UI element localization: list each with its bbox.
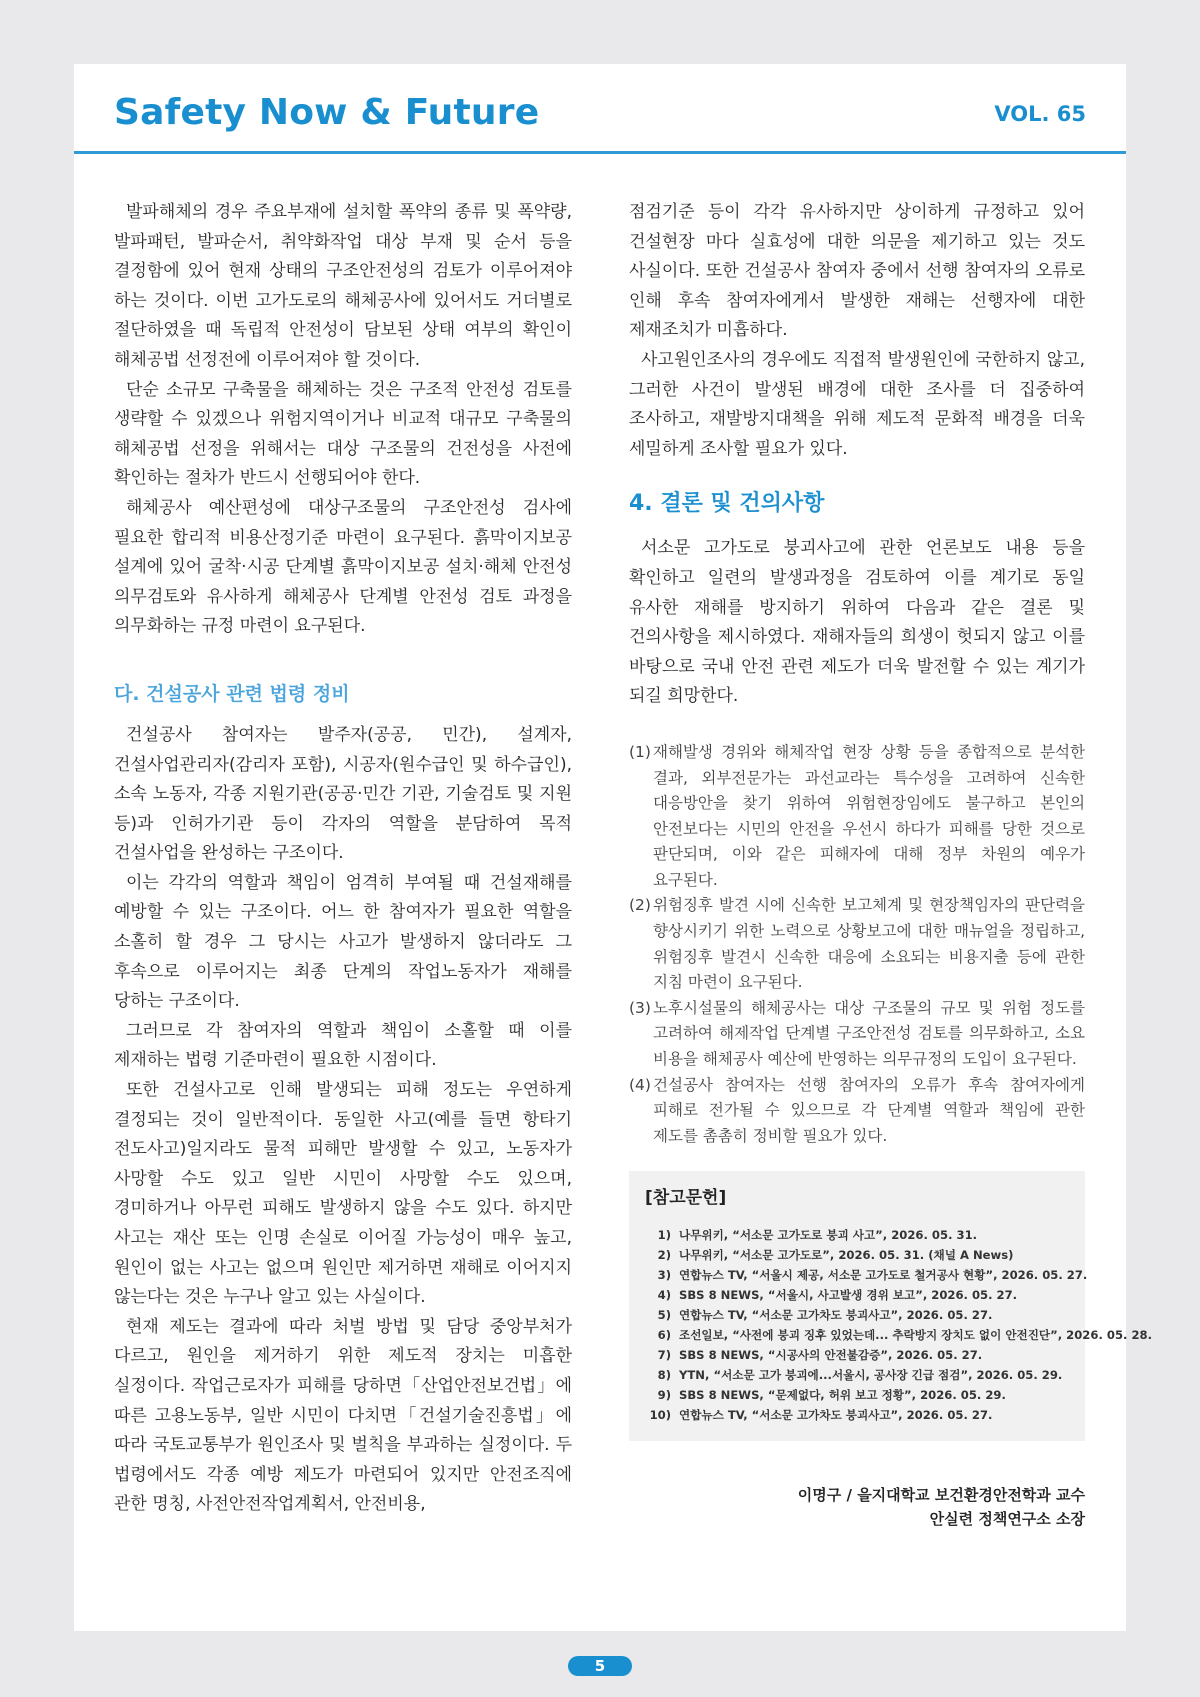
header-divider	[74, 151, 1126, 154]
reference-text: 연합뉴스 TV, “서소문 고가차도 붕괴사고”, 2026. 05. 27.	[679, 1308, 993, 1323]
reference-item	[645, 1385, 1069, 1405]
reference-number: 9)	[657, 1388, 671, 1403]
volume-label: VOL. 65	[994, 102, 1086, 126]
recommendation-text: 위험징후 발견 시에 신속한 보고체계 및 현장책임자의 판단력을 향상시키기 위한 노력으로 상황보고에 대한 매뉴얼을 정립하고, 위험징후 발견시 신속한 대응에 소요되는 비용지출 등에 관한 지침 마련이 요구된다.	[653, 896, 1085, 992]
paragraph: 발파해체의 경우 주요부재에 설치할 폭약의 종류 및 폭약량, 발파패턴, 발파순서, 취약화작업 대상 부재 및 순서 등을 결정함에 있어 현재 상태의 구조안전성의 검토가 이루어져야 하는 것이다. 이번 고가도로의 해체공사에 있어서도 거더별로 절단하였을 때 독립적 안전성이 담보된 상태 여부의 확인이 해체공법 선정전에 이루어져야 할 것이다.	[114, 202, 572, 370]
reference-number: 10)	[649, 1408, 671, 1423]
right-column	[629, 198, 1152, 1531]
reference-text: 나무위키, “서소문 고가도로”, 2026. 05. 31. (채널 A News)	[679, 1248, 1014, 1263]
reference-item	[645, 1225, 1069, 1245]
paragraph: 해체공사 예산편성에 대상구조물의 구조안전성 검사에 필요한 합리적 비용산정기준 마련이 요구된다. 흙막이지보공 설계에 있어 굴착·시공 단계별 흙막이지보공 설치·해체 안전성 의무검토와 유사하게 해체공사 단계별 안전성 검토 과정을 의무화하는 규정 마련이 요구된다.	[114, 497, 572, 637]
paragraph: 현재 제도는 결과에 따라 처벌 방법 및 담당 중앙부처가 다르고, 원인을 제거하기 위한 제도적 장치는 미흡한 실정이다. 작업근로자가 피해를 당하면「산업안전보건법」에 따른 고용노동부, 일반 시민이 다치면「건설기술진흥법」에 따라 국토교통부가 원인조사 및 벌칙을 부과하는 실정이다. 두 법령에서도 각종 예방 제도가 마련되어 있지만 안전조직에 관한 명칭, 사전안전작업계획서, 안전비용,	[114, 1316, 572, 1515]
reference-text: SBS 8 NEWS, “문제없다, 허위 보고 정황”, 2026. 05. 29.	[679, 1388, 1006, 1403]
recommendation-item	[629, 740, 1085, 894]
recommendation-number: (1)	[629, 742, 651, 761]
reference-text: 연합뉴스 TV, “서소문 고가차도 붕괴사고”, 2026. 05. 27.	[679, 1408, 993, 1423]
recommendation-number: (3)	[629, 998, 651, 1017]
reference-number: 7)	[657, 1348, 671, 1363]
paragraph: 단순 소규모 구축물을 해체하는 것은 구조적 안전성 검토를 생략할 수 있겠으나 위험지역이거나 비교적 대규모 구축물의 해체공법 선정을 위해서는 대상 구조물의 건전성을 사전에 확인하는 절차가 반드시 선행되어야 한다.	[114, 379, 572, 489]
reference-item	[645, 1305, 1069, 1325]
recommendations-list	[629, 740, 1085, 1150]
reference-item	[645, 1285, 1069, 1305]
reference-text: SBS 8 NEWS, “서울시, 사고발생 경위 보고”, 2026. 05. 27.	[679, 1288, 1018, 1303]
recommendation-text: 재해발생 경위와 해체작업 현장 상황 등을 종합적으로 분석한 결과, 외부전문가는 과선교라는 특수성을 고려하여 신속한 대응방안을 찾기 위하여 위험현장임에도 불구하고 본인의 안전보다는 시민의 안전을 우선시 하다가 피해를 당한 것으로 판단되며, 이와 같은 피해자에 대해 정부 차원의 예우가 요구된다.	[653, 742, 1085, 889]
section-heading: 4. 결론 및 건의사항	[629, 491, 825, 517]
recommendation-item	[629, 1073, 1085, 1150]
reference-text: 연합뉴스 TV, “서울시 제공, 서소문 고가도로 철거공사 현황”, 2026. 05. 27.	[679, 1268, 1088, 1283]
paragraph: 이는 각각의 역할과 책임이 엄격히 부여될 때 건설재해를 예방할 수 있는 구조이다. 어느 한 참여자가 필요한 역할을 소홀히 할 경우 그 당시는 사고가 발생하지 않더라도 그 후속으로 이루어지는 최종 단계의 작업노동자가 재해를 당하는 구조이다.	[114, 872, 572, 1012]
paragraph: 또한 건설사고로 인해 발생되는 피해 정도는 우연하게 결정되는 것이 일반적이다. 동일한 사고(예를 들면 항타기 전도사고)일지라도 물적 피해만 발생할 수 있고, 노동자가 사망할 수도 있고 일반 시민이 사망할 수도 있으며, 경미하거나 아무런 피해도 발생하지 않을 수도 있다. 하지만 사고는 재산 또는 인명 손실로 이어질 가능성이 매우 높고, 원인이 없는 사고는 없으며 원인만 제거하면 재해로 이어지지 않는다는 것은 누구나 알고 있는 사실이다.	[114, 1080, 572, 1308]
references-box	[629, 1171, 1152, 1441]
author-affiliation: 이명구 / 을지대학교 보건환경안전학과 교수	[797, 1486, 1085, 1505]
author-title: 안실련 정책연구소 소장	[929, 1510, 1085, 1529]
reference-item	[645, 1365, 1069, 1385]
reference-item	[645, 1345, 1069, 1365]
recommendation-item	[629, 996, 1085, 1073]
recommendation-number: (2)	[629, 896, 651, 915]
reference-number: 4)	[657, 1288, 671, 1303]
magazine-title: Safety Now & Future	[114, 92, 540, 133]
recommendation-text: 건설공사 참여자는 선행 참여자의 오류가 후속 참여자에게 피해로 전가될 수 있으므로 각 단계별 역할과 책임에 관한 제도를 촘촘히 정비할 필요가 있다.	[653, 1075, 1085, 1145]
reference-text: 나무위키, “서소문 고가도로 붕괴 사고”, 2026. 05. 31.	[679, 1228, 978, 1243]
paragraph: 점검기준 등이 각각 유사하지만 상이하게 규정하고 있어 건설현장 마다 실효성에 대한 의문을 제기하고 있는 것도 사실이다. 또한 건설공사 참여자 중에서 선행 참여자의 오류로 인해 후속 참여자에게서 발생한 재해는 선행자에 대한 제재조치가 미흡하다.	[629, 202, 1085, 341]
paragraph: 사고원인조사의 경우에도 직접적 발생원인에 국한하지 않고, 그러한 사건이 발생된 배경에 대한 조사를 더 집중하여 조사하고, 재발방지대책을 위해 제도적 문화적 배경을 더욱 세밀하게 조사할 필요가 있다.	[629, 349, 1085, 459]
reference-item	[645, 1245, 1069, 1265]
reference-item	[645, 1325, 1152, 1345]
recommendation-item	[629, 893, 1085, 995]
reference-text: YTN, “서소문 고가 붕괴에...서울시, 공사장 긴급 점검”, 2026. 05. 29.	[679, 1368, 1063, 1383]
reference-number: 3)	[657, 1268, 671, 1283]
page	[74, 64, 1152, 1631]
header	[114, 92, 1086, 152]
page-number-badge: 5	[568, 1656, 632, 1676]
references-title: [참고문헌]	[645, 1188, 727, 1209]
left-column	[114, 198, 572, 1520]
reference-number: 6)	[657, 1328, 671, 1343]
recommendation-text: 노후시설물의 해체공사는 대상 구조물의 규모 및 위험 정도를 고려하여 해제작업 단계별 구조안전성 검토를 의무화하고, 소요 비용을 해체공사 예산에 반영하는 의무규정의 도입이 요구된다.	[653, 998, 1085, 1069]
paragraph: 그러므로 각 참여자의 역할과 책임이 소홀할 때 이를 제재하는 법령 기준마련이 필요한 시점이다.	[114, 1020, 572, 1071]
reference-number: 1)	[657, 1228, 671, 1243]
reference-item	[645, 1405, 1069, 1425]
reference-number: 5)	[657, 1308, 671, 1323]
paragraph: 건설공사 참여자는 발주자(공공, 민간), 설계자, 건설사업관리자(감리자 포함), 시공자(원수급인 및 하수급인), 소속 노동자, 각종 지원기관(공공·민간 기관, 기술검토 및 지원 등)과 인허가기관 등이 각자의 역할을 분담하여 목적 건설사업을 완성하는 구조이다.	[114, 724, 572, 864]
paragraph: 서소문 고가도로 붕괴사고에 관한 언론보도 내용 등을 확인하고 일련의 발생과정을 검토하여 이를 계기로 동일 유사한 재해를 방지하기 위하여 다음과 같은 결론 및 건의사항을 제시하였다. 재해자들의 희생이 헛되지 않고 이를 바탕으로 국내 안전 관련 제도가 더욱 발전할 수 있는 계기가 되길 희망한다.	[629, 538, 1085, 707]
recommendation-number: (4)	[629, 1075, 651, 1094]
reference-text: SBS 8 NEWS, “시공사의 안전불감증”, 2026. 05. 27.	[679, 1348, 983, 1363]
subsection-heading: 다. 건설공사 관련 법령 정비	[114, 682, 350, 705]
reference-number: 2)	[657, 1248, 671, 1263]
reference-text: 조선일보, “사전에 붕괴 징후 있었는데... 추락방지 장치도 없이 안전진단”, 2026. 05. 28.	[679, 1328, 1152, 1343]
reference-item	[645, 1265, 1088, 1285]
author-credit	[629, 1483, 1085, 1531]
reference-number: 8)	[657, 1368, 671, 1383]
